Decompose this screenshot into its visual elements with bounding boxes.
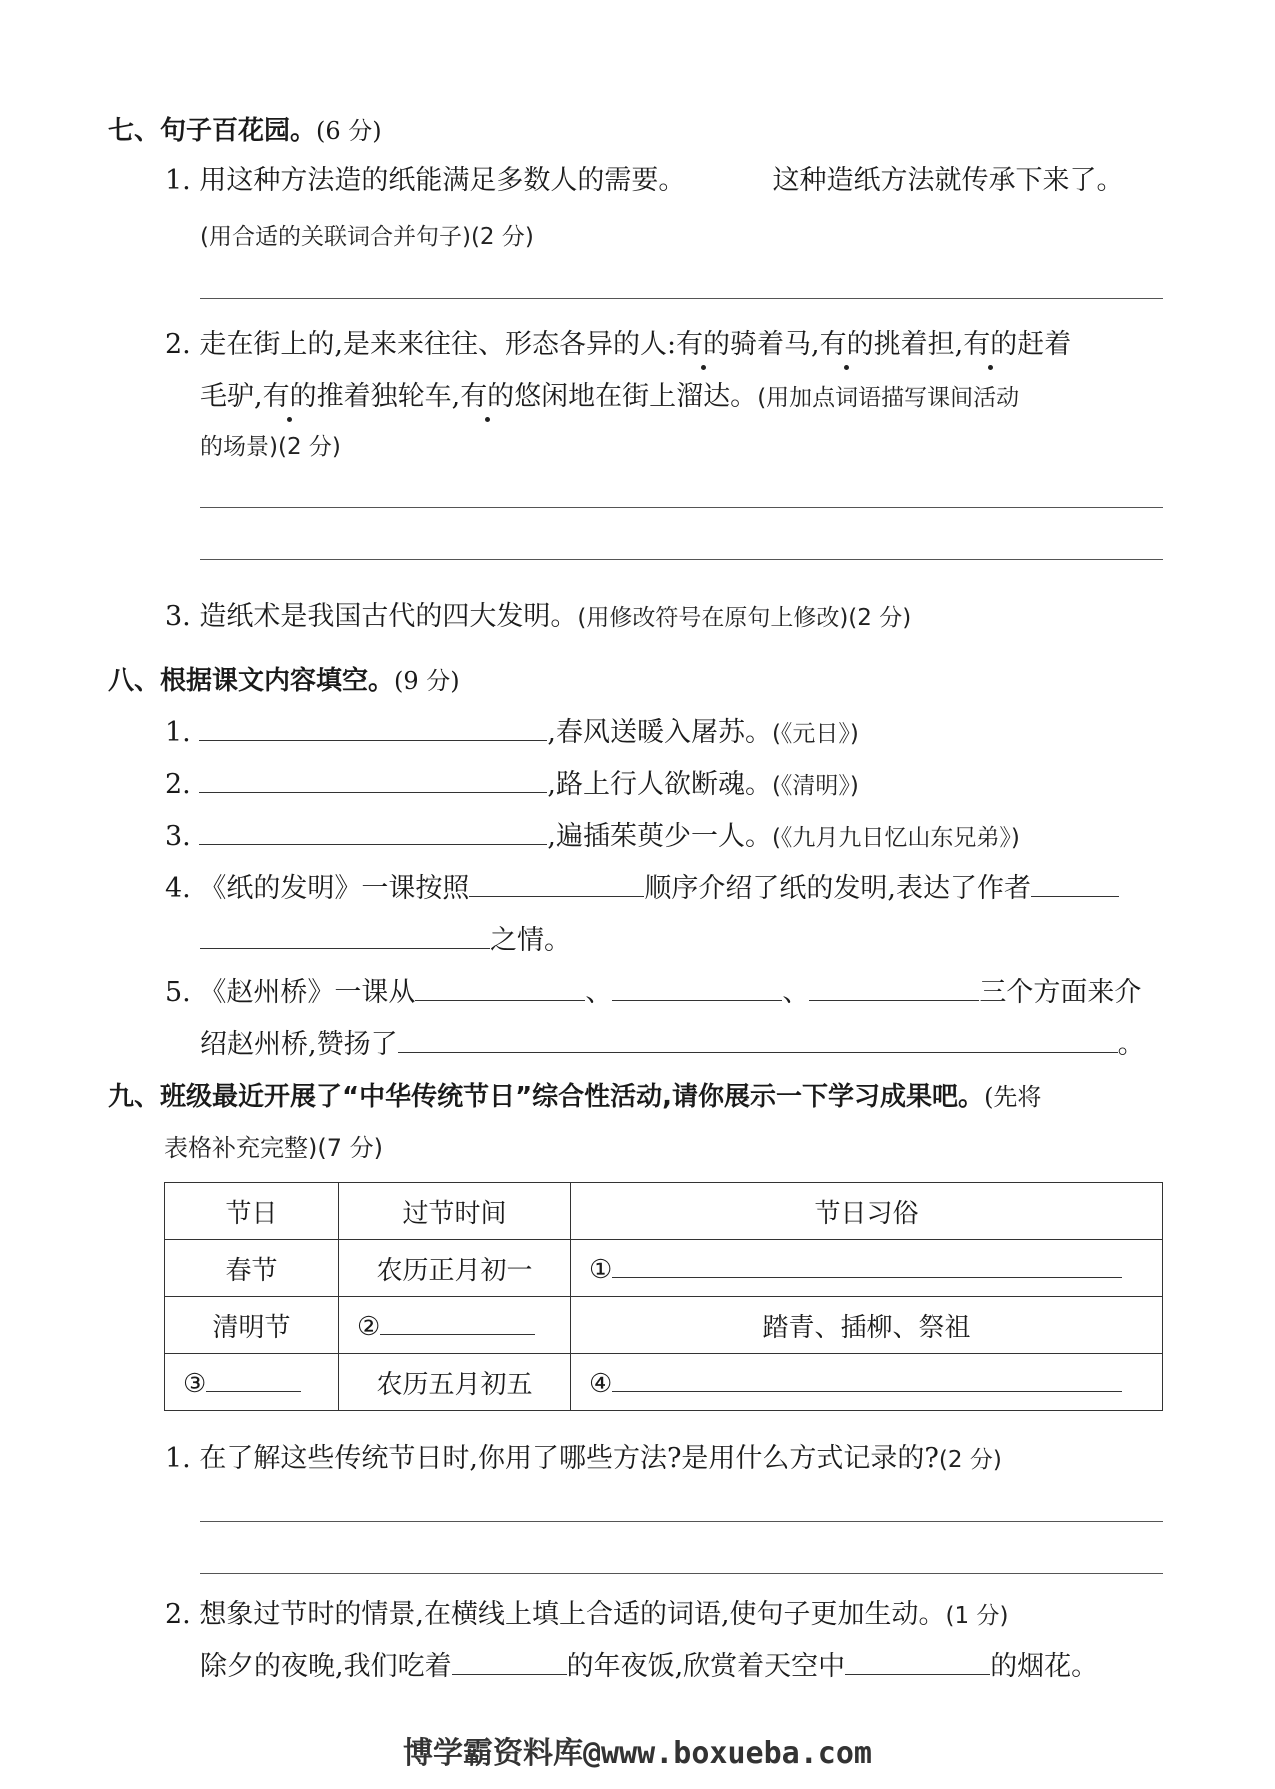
fill-blank[interactable] xyxy=(845,1648,990,1675)
s7-q2-line1: 2. 走在街上的,是来来往往、形态各异的人:有的骑着马,有的挑着担,有的赶着 xyxy=(165,322,1071,361)
table-row xyxy=(165,1297,1163,1354)
section-9-title: 九、班级最近开展了“中华传统节日”综合性活动,请你展示一下学习成果吧。(先将 xyxy=(108,1082,1042,1112)
s7-q1: 1. 用这种方法造的纸能满足多数人的需要。 这种造纸方法就传承下来了。 xyxy=(165,165,1124,196)
answer-line[interactable] xyxy=(200,298,1163,299)
custom-cell: ④ xyxy=(571,1354,1163,1411)
table-header: 节日习俗 xyxy=(571,1183,1163,1240)
fill-blank[interactable] xyxy=(199,766,547,793)
table-header: 节日 xyxy=(165,1183,339,1240)
s8-q5: 5. 《赵州桥》一课从 、 、 三个方面来介 xyxy=(165,970,1141,1009)
fill-blank[interactable] xyxy=(612,974,782,1001)
fill-blank[interactable] xyxy=(398,1026,1118,1053)
table-header: 过节时间 xyxy=(339,1183,571,1240)
s7-q3: 3. 造纸术是我国古代的四大发明。(用修改符号在原句上修改)(2 分) xyxy=(165,601,912,632)
fill-blank[interactable] xyxy=(469,870,644,897)
festival-cell: 春节 xyxy=(165,1240,339,1297)
table-row xyxy=(165,1240,1163,1297)
dotted-word: 有的 xyxy=(676,322,730,361)
custom-cell: 踏青、插柳、祭祖 xyxy=(571,1297,1163,1354)
fill-blank[interactable] xyxy=(1031,870,1119,897)
s7-q2-note: 的场景)(2 分) xyxy=(200,434,341,460)
s9-q2: 2. 想象过节时的情景,在横线上填上合适的词语,使句子更加生动。(1 分) xyxy=(165,1599,1009,1630)
fill-blank[interactable] xyxy=(199,714,547,741)
fill-blank[interactable] xyxy=(612,1365,1122,1392)
section-9-note: 表格补充完整)(7 分) xyxy=(164,1134,383,1162)
s8-q1: 1. ,春风送暖入屠苏。(《元日》) xyxy=(165,710,859,749)
table-header-row xyxy=(165,1183,1163,1240)
time-cell: 农历正月初一 xyxy=(339,1240,571,1297)
time-cell: 农历五月初五 xyxy=(339,1354,571,1411)
festival-cell: ③ xyxy=(165,1354,339,1411)
section-8-title: 八、根据课文内容填空。(9 分) xyxy=(108,666,460,696)
section-7-title: 七、句子百花园。(6 分) xyxy=(108,116,382,146)
s7-q1-note: (用合适的关联词合并句子)(2 分) xyxy=(200,224,534,250)
dotted-word: 有的 xyxy=(820,322,874,361)
s8-q4-cont: 之情。 xyxy=(200,918,571,957)
answer-line[interactable] xyxy=(200,507,1163,508)
answer-line[interactable] xyxy=(200,1521,1163,1522)
dotted-word: 有的 xyxy=(963,322,1017,361)
answer-line[interactable] xyxy=(200,1573,1163,1574)
custom-cell: ① xyxy=(571,1240,1163,1297)
fill-blank[interactable] xyxy=(415,974,585,1001)
s8-q4: 4. 《纸的发明》一课按照 顺序介绍了纸的发明,表达了作者 xyxy=(165,866,1119,905)
time-cell: ② xyxy=(339,1297,571,1354)
fill-blank[interactable] xyxy=(380,1308,535,1335)
s8-q5-cont: 绍赵州桥,赞扬了 。 xyxy=(200,1022,1145,1061)
fill-blank[interactable] xyxy=(199,818,547,845)
watermark: 博学霸资料库@www.boxueba.com xyxy=(403,1736,872,1771)
s7-q2-line2: 毛驴,有的推着独轮车,有的悠闲地在街上溜达。(用加点词语描写课间活动 xyxy=(200,374,1019,413)
s9-q1: 1. 在了解这些传统节日时,你用了哪些方法?是用什么方式记录的?(2 分) xyxy=(165,1443,1002,1474)
fill-blank[interactable] xyxy=(206,1365,301,1392)
festival-cell: 清明节 xyxy=(165,1297,339,1354)
fill-blank[interactable] xyxy=(452,1648,567,1675)
fill-blank[interactable] xyxy=(612,1251,1122,1278)
s9-q2-sentence: 除夕的夜晚,我们吃着 的年夜饭,欣赏着天空中 的烟花。 xyxy=(200,1644,1098,1683)
s8-q3: 3. ,遍插茱萸少一人。(《九月九日忆山东兄弟》) xyxy=(165,814,1020,853)
answer-line[interactable] xyxy=(200,559,1163,560)
table-row xyxy=(165,1354,1163,1411)
fill-blank[interactable] xyxy=(809,974,979,1001)
s8-q2: 2. ,路上行人欲断魂。(《清明》) xyxy=(165,762,859,801)
festival-table xyxy=(164,1182,1163,1411)
dotted-word: 有的 xyxy=(263,374,317,413)
dotted-word: 有的 xyxy=(460,374,514,413)
fill-blank[interactable] xyxy=(200,922,490,949)
